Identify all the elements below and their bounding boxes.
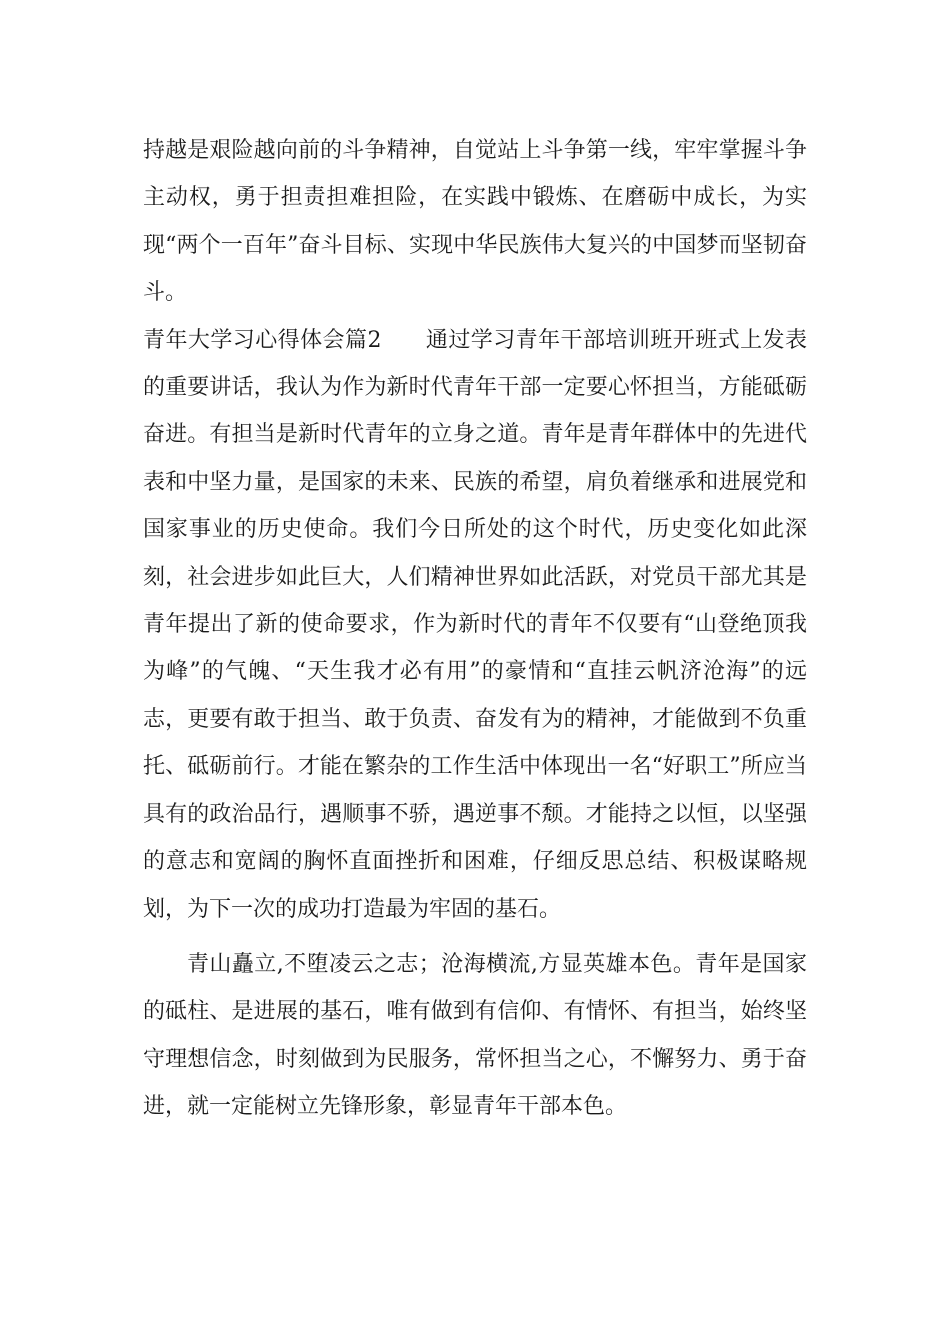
paragraph-continuation: 持越是艰险越向前的斗争精神，自觉站上斗争第一线，牢牢掌握斗争主动权，勇于担责担难担险，在实践中锻炼、在磨砺中成长，为实现“两个一百年”奋斗目标、实现中华民族伟大复兴的中国梦而坚韧奋斗。 [143,138,807,306]
paragraph-closing: 青山矗立,不堕凌云之志；沧海横流,方显英雄本色。青年是国家的砥柱、是进展的基石，唯有做到有信仰、有情怀、有担当，始终坚守理想信念，时刻做到为民服务，常怀担当之心，不懈努力、勇于奋进，就一定能树立先锋形象，彰显青年干部本色。 [143,951,807,1120]
paragraph-section-2 [143,317,807,933]
document-body [143,127,807,1131]
section-body-text: 通过学习青年干部培训班开班式上发表的重要讲话，我认为作为新时代青年干部一定要心怀担当，方能砥砺奋进。有担当是新时代青年的立身之道。青年是青年群体中的先进代表和中坚力量，是国家的未来、民族的希望，肩负着继承和进展党和国家事业的历史使命。我们今日所处的这个时代，历史变化如此深刻，社会进步如此巨大，人们精神世界如此活跃，对党员干部尤其是青年提出了新的使命要求，作为新时代的青年不仅要有“山登绝顶我为峰”的气魄、“天生我才必有用”的豪情和“直挂云帆济沧海”的远志，更要有敢于担当、敢于负责、奋发有为的精神，才能做到不负重托、砥砺前行。才能在繁杂的工作生活中体现出一名“好职工”所应当具有的政治品行，遇顺事不骄，遇逆事不颓。才能持之以恒，以坚强的意志和宽阔的胸怀直面挫折和困难，仔细反思总结、积极谋略规划，为下一次的成功打造最为牢固的基石。 [143,327,807,922]
section-heading: 青年大学习心得体会篇2 [143,327,382,353]
